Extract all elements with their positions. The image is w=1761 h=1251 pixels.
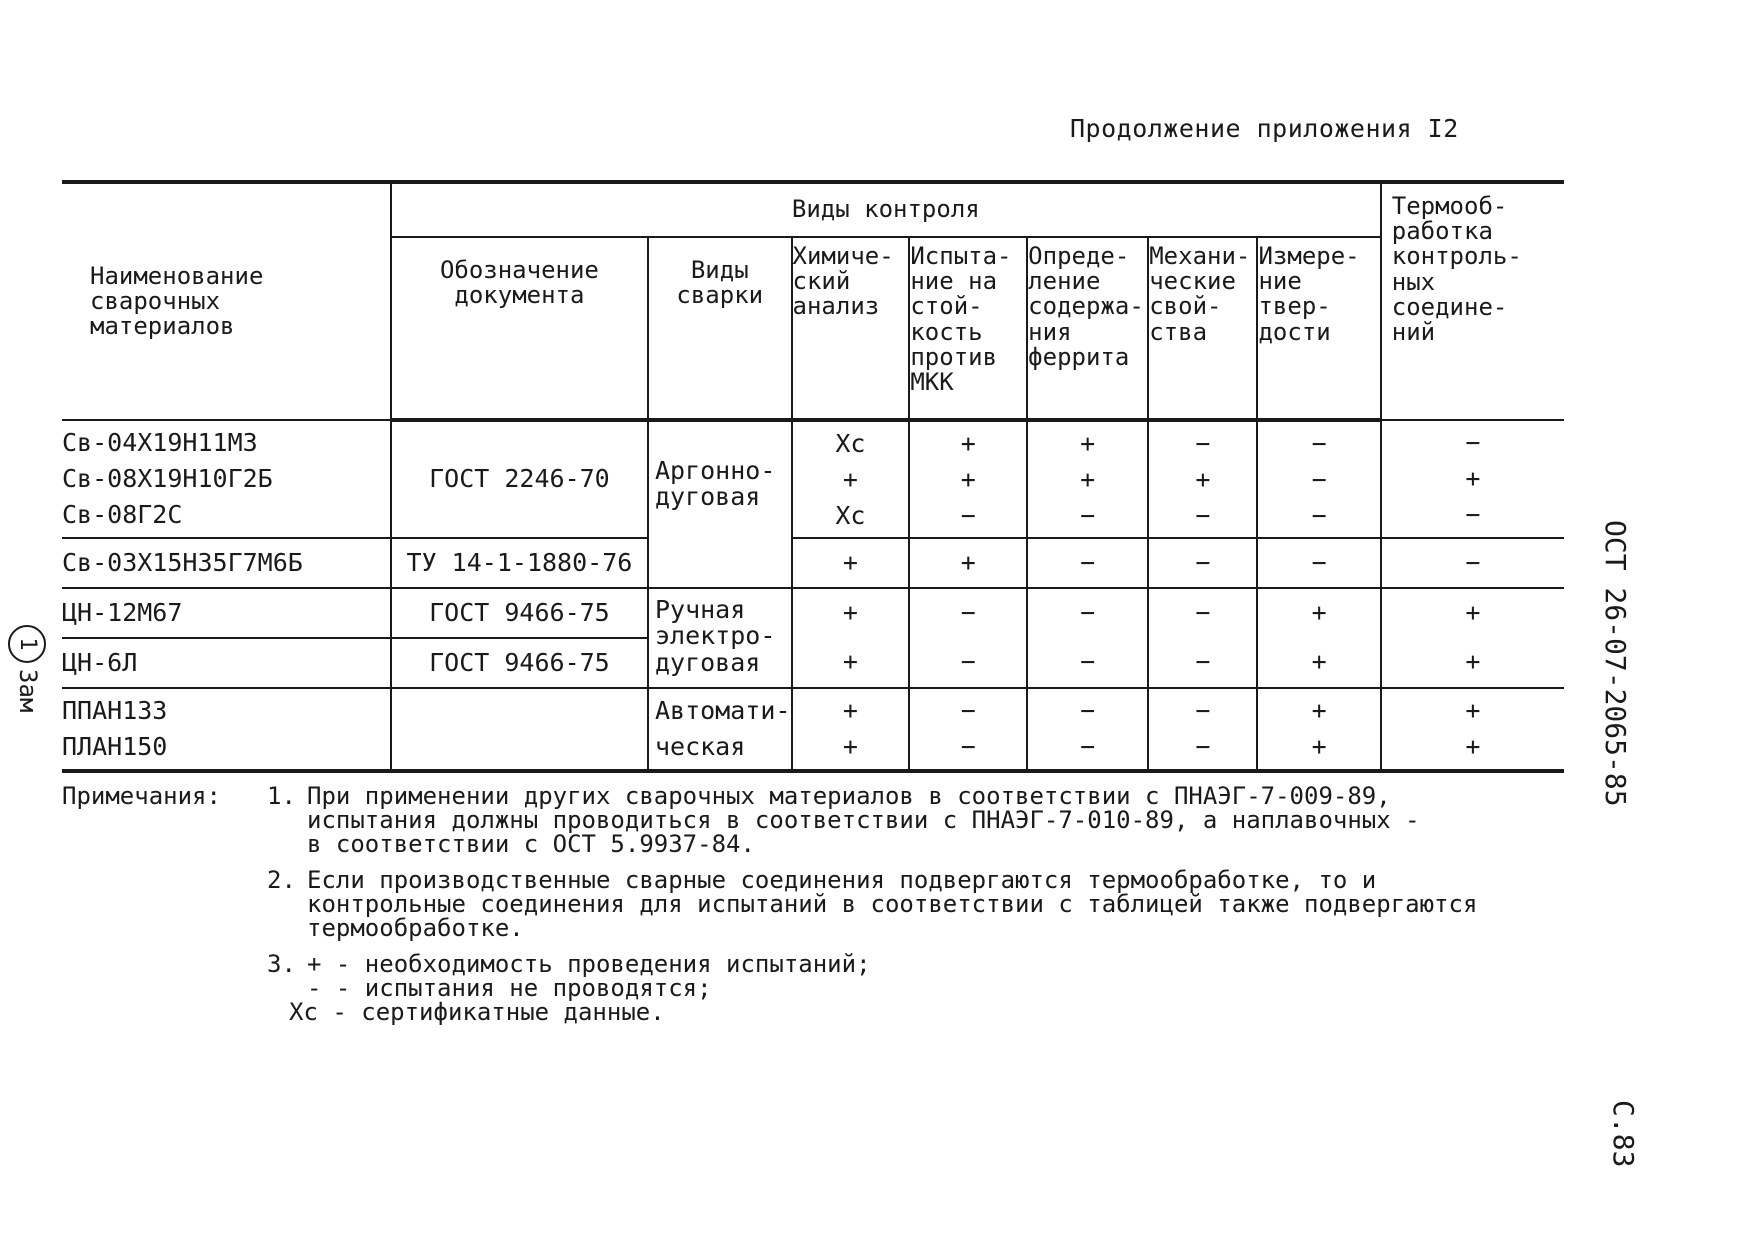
legend-line: - - испытания не проводятся;: [307, 974, 712, 1002]
mark: +: [909, 538, 1027, 588]
document-code: ОСТ 26-07-2065-85: [1599, 520, 1632, 807]
material-name: ППАН133: [62, 696, 168, 725]
table-row: [62, 688, 1564, 771]
mark: −: [1311, 464, 1327, 494]
mark: −: [960, 696, 976, 725]
header-mechanical: Механи- ческие свой- ства: [1148, 237, 1257, 420]
continuation-heading: Продолжение приложения I2: [1070, 114, 1459, 143]
document-cell: ГОСТ 9466-75: [391, 588, 648, 638]
mark: −: [1195, 696, 1211, 725]
note-legend: [62, 952, 1562, 1024]
mark: −: [1195, 732, 1211, 761]
header-document: Обозначение документа: [391, 237, 648, 420]
mark: +: [1311, 732, 1327, 761]
material-name: Св-08Г2С: [62, 500, 183, 529]
material-name: Св-08Х19Н10Г2Б: [62, 464, 273, 493]
mark: +: [1381, 588, 1564, 638]
mark: −: [1465, 500, 1481, 529]
note-text: При применении других сварочных материалов в соответствии с ПНАЭГ-7-009-89, испытания должны проводиться в соответствии с ПНАЭГ-7-010-89, а наплавочных - в соответствии с ОСТ 5.9937-84.: [307, 782, 1420, 858]
document-cell-empty: [391, 688, 648, 771]
header-heat-treatment: Термооб- работка контроль- ных соедине- ний: [1381, 182, 1564, 420]
note-number: 2.: [267, 866, 296, 894]
mark: +: [842, 732, 858, 761]
mark: +: [1195, 464, 1211, 494]
mark: +: [792, 638, 910, 688]
table-row: [62, 588, 1564, 638]
mark: +: [1465, 464, 1481, 493]
mark: −: [1195, 500, 1211, 530]
material-name: Св-04Х19Н11М3: [62, 428, 258, 457]
page-number: С.83: [1607, 1100, 1640, 1168]
mark: +: [842, 696, 858, 725]
header-mkk: Испыта- ние на стой- кость против МКК: [909, 237, 1027, 420]
mark: −: [1080, 732, 1096, 761]
mark: +: [960, 464, 976, 494]
header-chemical: Химиче- ский анализ: [792, 237, 910, 420]
mark: Хс: [835, 500, 866, 530]
mark: −: [909, 588, 1027, 638]
mark: +: [792, 538, 910, 588]
control-table: [62, 180, 1564, 773]
mark: −: [1080, 696, 1096, 725]
table-row: [62, 420, 1564, 538]
header-control-group: Виды контроля: [391, 182, 1381, 237]
mark: −: [1381, 538, 1564, 588]
mark: +: [1465, 732, 1481, 761]
mark: −: [1027, 638, 1148, 688]
mark: −: [1311, 428, 1327, 458]
revision-text: Зам: [14, 669, 42, 713]
header-weld-type: Виды сварки: [648, 237, 792, 420]
notes-label: Примечания:: [62, 782, 221, 810]
mark: −: [960, 732, 976, 761]
material-name: ЦН-12М67: [62, 588, 391, 638]
mark: +: [792, 588, 910, 638]
weld-type-cell: Аргонно- дуговая: [648, 420, 792, 588]
note-text: Если производственные сварные соединения подвергаются термообработке, то и контрольные соединения для испытаний в соответствии с таблицей также подвергаются термообработке.: [307, 866, 1478, 942]
material-name: ПЛАН150: [62, 732, 168, 761]
mark: +: [1465, 696, 1481, 725]
note-item: [62, 868, 1562, 940]
mark: −: [1080, 500, 1096, 530]
table-row: [62, 538, 1564, 588]
header-ferrite: Опреде- ление содержа- ния феррита: [1027, 237, 1148, 420]
table-row: [62, 638, 1564, 688]
mark: +: [1311, 696, 1327, 725]
document-cell: ГОСТ 2246-70: [391, 420, 648, 538]
weld-type-cell: Ручная электро- дуговая: [648, 588, 792, 688]
mark: −: [1195, 428, 1211, 458]
revision-mark: [6, 625, 46, 755]
mark: −: [1027, 588, 1148, 638]
mark: −: [1465, 428, 1481, 457]
mark: +: [1381, 638, 1564, 688]
material-name: ЦН-6Л: [62, 638, 391, 688]
document-cell: ТУ 14-1-1880-76: [391, 538, 648, 588]
mark: −: [1148, 538, 1257, 588]
note-number: 3.: [267, 950, 296, 978]
header-name: Наименование сварочных материалов: [62, 182, 391, 420]
mark: −: [1148, 638, 1257, 688]
mark: +: [960, 428, 976, 458]
header-hardness: Измере- ние твер- дости: [1257, 237, 1380, 420]
weld-type-cell: Автомати- ческая: [648, 688, 792, 771]
revision-circle: 1: [8, 625, 46, 663]
mark: −: [1257, 538, 1380, 588]
note-item: [62, 784, 1562, 856]
legend-line: + - необходимость проведения испытаний;: [307, 950, 871, 978]
mark: Хс: [835, 428, 866, 458]
mark: −: [909, 638, 1027, 688]
note-number: 1.: [267, 782, 296, 810]
mark: −: [1027, 538, 1148, 588]
mark: +: [842, 464, 858, 494]
mark: −: [1311, 500, 1327, 530]
mark: +: [1257, 638, 1380, 688]
notes-block: [62, 784, 1562, 1036]
document-cell: ГОСТ 9466-75: [391, 638, 648, 688]
legend-line: Хс - сертификатные данные.: [289, 998, 665, 1026]
material-name: Св-03Х15Н35Г7М6Б: [62, 538, 391, 588]
mark: −: [1148, 588, 1257, 638]
mark: +: [1080, 428, 1096, 458]
mark: +: [1080, 464, 1096, 494]
mark: +: [1257, 588, 1380, 638]
mark: −: [960, 500, 976, 530]
